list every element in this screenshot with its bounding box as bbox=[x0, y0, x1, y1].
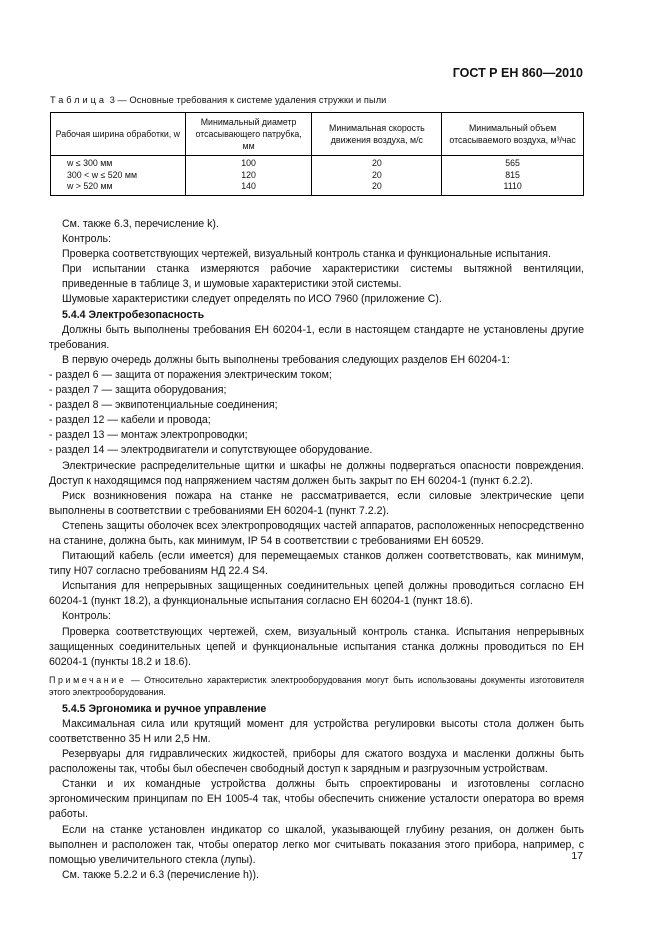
paragraph: Максимальная сила или крутящий момент для устройства регулировки высоты стола должен быть соответственно 35 Н или 2,5 Нм. bbox=[49, 717, 584, 745]
note-text: — Относительно характеристик электрооборудования могут быть использованы документы изготовителя этого электрооборудования. bbox=[49, 674, 584, 697]
column-header: Рабочая ширина обработки, w bbox=[51, 113, 186, 156]
table-cell: 20 bbox=[312, 181, 442, 195]
table-cell: 1110 bbox=[442, 181, 584, 195]
document-code: ГОСТ Р ЕН 860—2010 bbox=[452, 66, 583, 80]
table-cell: w ≤ 300 мм bbox=[51, 156, 186, 170]
table-row bbox=[51, 170, 584, 182]
paragraph: Резервуары для гидравлических жидкостей, приборы для сжатого воздуха и масленки должны быть расположены так, чтобы был обеспечен свободный доступ к зарядным и разгрузочным устройствам. bbox=[49, 748, 584, 776]
paragraph: Электрические распределительные щитки и шкафы не должны подвергаться опасности повреждения. Доступ к находящимся под напряжением частям должен быть закрыт по ЕН 60204-1 (пункт 6.2.2). bbox=[49, 459, 584, 487]
document-body bbox=[49, 217, 584, 883]
paragraph: Проверка соответствующих чертежей, визуальный контроль станка и функциональные испытания. bbox=[62, 248, 551, 261]
table-cell: w > 520 мм bbox=[51, 181, 186, 195]
section-heading: 5.4.5 Эргономика и ручное управление bbox=[62, 702, 267, 715]
requirements-table bbox=[50, 112, 584, 196]
list-item: - раздел 8 — эквипотенциальные соединения; bbox=[49, 399, 278, 412]
column-header: Минимальная скорость движения воздуха, м/с bbox=[312, 113, 442, 156]
table-cell: 20 bbox=[312, 170, 442, 182]
paragraph: См. также 5.2.2 и 6.3 (перечисление h)). bbox=[62, 868, 259, 881]
list-item: - раздел 14 — электродвигатели и сопутствующее оборудование. bbox=[49, 444, 373, 457]
paragraph: Проверка соответствующих чертежей, схем, визуальный контроль станка. Испытания непрерывных защищенных соединительных цепей и функциональные испытания станка должны проводиться по ЕН 60204-1 (пункты 18.2 и 18.6). bbox=[49, 625, 584, 668]
paragraph: Степень защиты оболочек всех электропроводящих частей аппаратов, расположенных непосредственно на станине, должна быть, как минимум, IP 54 в соответствии с требованиями ЕН 60529. bbox=[49, 519, 584, 547]
table-caption bbox=[50, 95, 386, 105]
table-cell: 300 < w ≤ 520 мм bbox=[51, 170, 186, 182]
list-item: - раздел 6 — защита от поражения электрическим током; bbox=[49, 368, 332, 381]
paragraph: Шумовые характеристики следует определять по ИСО 7960 (приложение С). bbox=[62, 293, 442, 306]
table-header-row bbox=[51, 113, 584, 156]
note-label: Примечание bbox=[49, 674, 127, 685]
paragraph: При испытании станка измеряются рабочие характеристики системы вытяжной вентиляции, приведенные в таблице 3, и шумовые характеристики этой системы. bbox=[62, 263, 584, 291]
column-header: Минимальный объем отсасываемого воздуха, м³/час bbox=[442, 113, 584, 156]
table-caption-label: Таблица bbox=[50, 95, 108, 105]
table-caption-text: 3 — Основные требования к системе удаления стружки и пыли bbox=[109, 95, 387, 105]
paragraph: Испытания для непрерывных защищенных соединительных цепей должны проводиться согласно ЕН 60204-1 (пункт 18.2), а функциональные испытания согласно ЕН 60204-1 (пункт 18.6). bbox=[49, 580, 584, 608]
table-cell: 815 bbox=[442, 170, 584, 182]
table-cell: 100 bbox=[185, 156, 312, 170]
table-row bbox=[51, 156, 584, 170]
paragraph: Питающий кабель (если имеется) для перемещаемых станков должен соответствовать, как минимум, типу Н07 согласно требованиям НД 22.4 S4. bbox=[49, 550, 584, 578]
table-cell: 565 bbox=[442, 156, 584, 170]
table-row bbox=[51, 181, 584, 195]
paragraph: Контроль: bbox=[62, 610, 111, 623]
paragraph: Контроль: bbox=[62, 233, 111, 246]
table-cell: 20 bbox=[312, 156, 442, 170]
paragraph: Риск возникновения пожара на станке не рассматривается, если силовые электрические цепи выполнены в соответствии с требованиями ЕН 60204-1 (пункт 7.2.2). bbox=[49, 489, 584, 517]
list-item: - раздел 7 — защита оборудования; bbox=[49, 384, 227, 397]
page-number: 17 bbox=[571, 850, 583, 862]
section-heading: 5.4.4 Электробезопасность bbox=[62, 308, 205, 321]
paragraph: Должны быть выполнены требования ЕН 60204-1, если в настоящем стандарте не установлены другие требования. bbox=[49, 323, 584, 351]
paragraph: См. также 6.3, перечисление k). bbox=[62, 218, 219, 230]
table-cell: 140 bbox=[185, 181, 312, 195]
paragraph: Если на станке установлен индикатор со шкалой, указывающей глубину резания, он должен быть выполнен и расположен так, чтобы оператор легко мог считывать показания этого прибора, например, с помощью увеличительного стекла (лупы). bbox=[49, 823, 584, 866]
list-item: - раздел 13 — монтаж электропроводки; bbox=[49, 429, 248, 442]
paragraph: В первую очередь должны быть выполнены требования следующих разделов ЕН 60204-1: bbox=[62, 353, 510, 366]
column-header: Минимальный диаметр отсасывающего патрубка, мм bbox=[185, 113, 312, 156]
table-cell: 120 bbox=[185, 170, 312, 182]
list-item: - раздел 12 — кабели и провода; bbox=[49, 414, 211, 427]
note bbox=[49, 674, 584, 698]
paragraph: Станки и их командные устройства должны быть спроектированы и изготовлены согласно эргономическим принципам по ЕН 1005-4 так, чтобы обеспечить снижение усталости оператора во время работы. bbox=[49, 778, 584, 821]
